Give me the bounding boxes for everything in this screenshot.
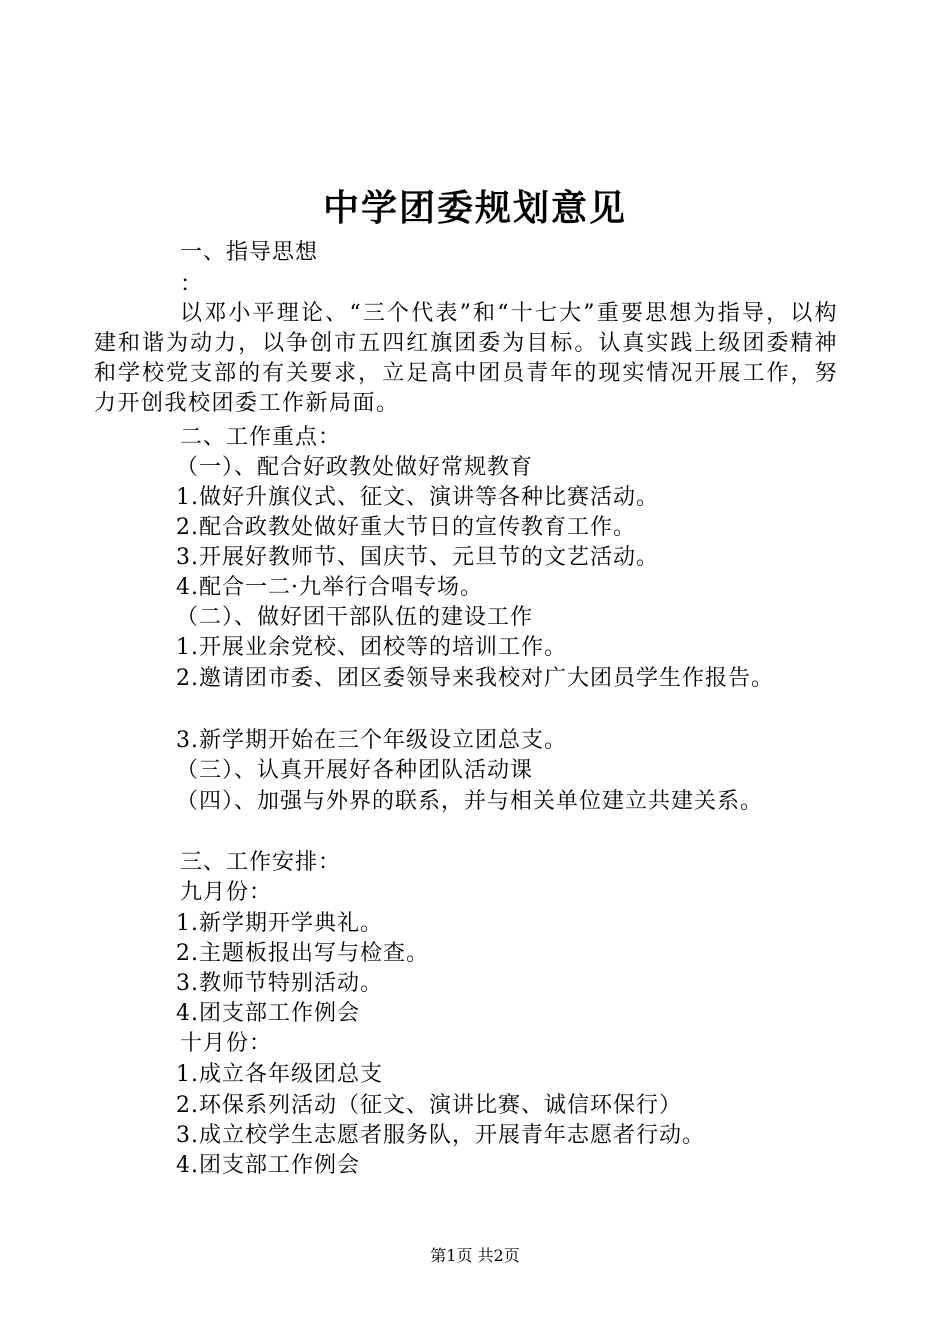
schedule-item: 4.团支部工作例会 [176, 1001, 360, 1026]
month-label-october: 十月份： [180, 1031, 273, 1056]
focus-item: 2.邀请团市委、团区委领导来我校对广大团员学生作报告。 [176, 666, 774, 691]
document-title: 中学团委规划意见 [322, 187, 627, 229]
focus-item: 1.开展业余党校、团校等的培训工作。 [176, 635, 567, 660]
focus-item: 3.新学期开始在三个年级设立团总支。 [176, 728, 567, 753]
schedule-item: 2.环保系列活动（征文、演讲比赛、诚信环保行） [176, 1093, 682, 1118]
focus-item: （三）、认真开展好各种团队活动课 [176, 758, 534, 783]
focus-item: 1.做好升旗仪式、征文、演讲等各种比赛活动。 [176, 485, 659, 510]
focus-item: （一）、配合好政教处做好常规教育 [176, 455, 534, 480]
section-heading-work-arrangement: 三、工作安排： [180, 850, 342, 875]
schedule-item: 3.成立校学生志愿者服务队，开展青年志愿者行动。 [176, 1123, 705, 1148]
focus-item: （二）、做好团干部队伍的建设工作 [176, 605, 534, 630]
month-label-september: 九月份： [180, 880, 273, 905]
focus-item: 3.开展好教师节、国庆节、元旦节的文艺活动。 [176, 545, 659, 570]
schedule-item: 3.教师节特别活动。 [176, 971, 383, 996]
page-footer: 第1页 共2页 [430, 1246, 520, 1265]
schedule-item: 2.主题板报出写与检查。 [176, 941, 429, 966]
focus-item: 4.配合一二·九举行合唱专场。 [176, 575, 483, 600]
guiding-ideology-paragraph: 以邓小平理论、“三个代表”和“十七大”重要思想为指导，以构建和谐为动力，以争创市五四红旗团委为目标。认真实践上级团委精神和学校党支部的有关要求，立足高中团员青年的现实情况开展工作，努力开创我校团委工作新局面。 [94, 301, 838, 416]
section-heading-work-focus: 二、工作重点： [180, 425, 342, 450]
section-heading-guiding-ideology: 一、指导思想 [180, 240, 319, 265]
schedule-item: 1.成立各年级团总支 [176, 1062, 383, 1087]
focus-item: 2.配合政教处做好重大节日的宣传教育工作。 [176, 515, 636, 540]
schedule-item: 1.新学期开学典礼。 [176, 911, 383, 936]
schedule-item: 4.团支部工作例会 [176, 1153, 360, 1178]
section-heading-colon: ： [180, 272, 204, 297]
focus-item: （四）、加强与外界的联系，并与相关单位建立共建关系。 [176, 789, 764, 814]
